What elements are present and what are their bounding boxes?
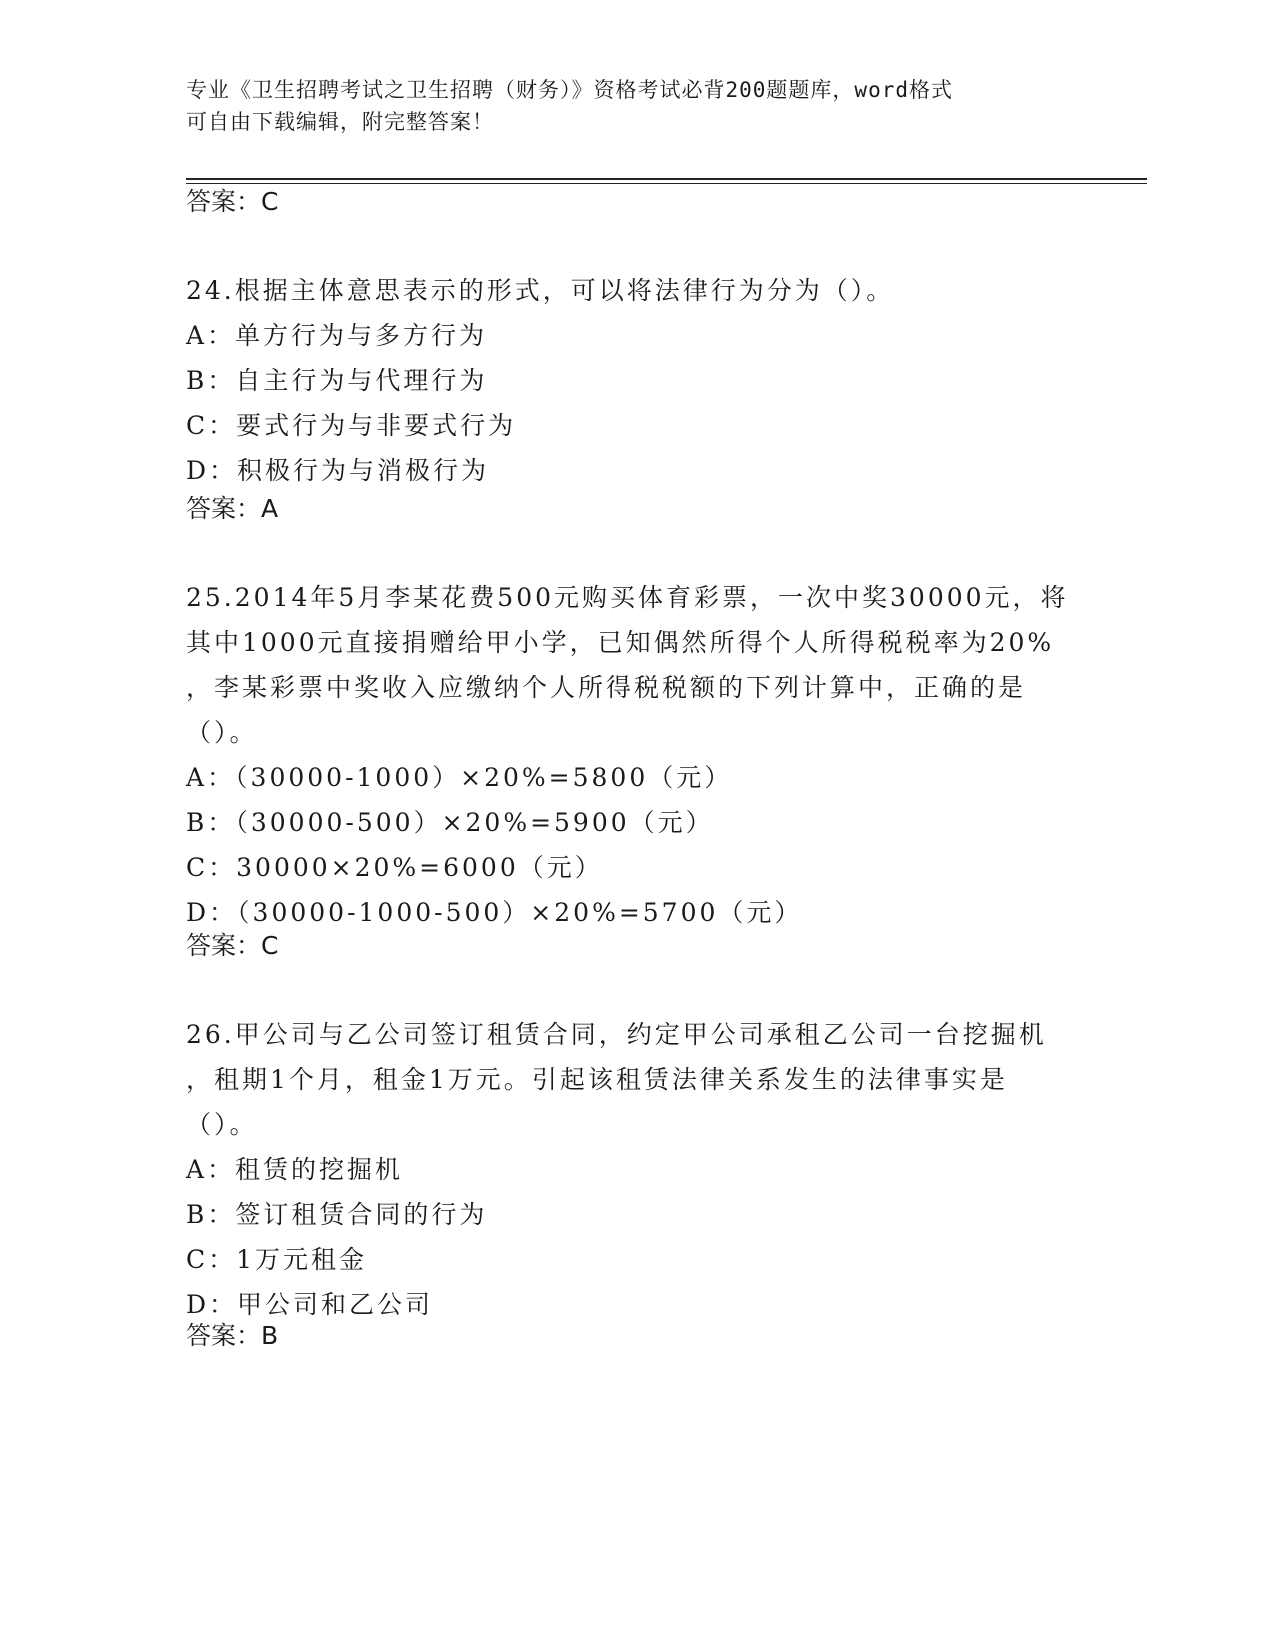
header-divider-thick xyxy=(186,178,1147,180)
question-stem-line: （）。 xyxy=(186,1110,258,1139)
question-stem-line: ，李某彩票中奖收入应缴纳个人所得税税额的下列计算中，正确的是 xyxy=(186,673,1027,702)
option-b: B：自主行为与代理行为 xyxy=(186,366,488,395)
question-25 xyxy=(186,575,1086,935)
question-stem-line: 25.2014年5月李某花费500元购买体育彩票，一次中奖30000元，将 xyxy=(186,583,1069,612)
answer-25: 答案：C xyxy=(186,931,279,960)
option-a: A：租赁的挖掘机 xyxy=(186,1155,404,1184)
question-24 xyxy=(186,268,1086,493)
page-header xyxy=(186,74,1066,138)
option-b: B：（30000-500）×20%=5900（元） xyxy=(186,808,714,837)
answer-26: 答案：B xyxy=(186,1321,279,1350)
option-d: D：甲公司和乙公司 xyxy=(186,1290,434,1319)
option-d: D：积极行为与消极行为 xyxy=(186,456,490,485)
option-a: A：单方行为与多方行为 xyxy=(186,321,488,350)
question-stem-line: 24.根据主体意思表示的形式，可以将法律行为分为（）。 xyxy=(186,276,895,305)
option-b: B：签订租赁合同的行为 xyxy=(186,1200,488,1229)
question-stem-line: （）。 xyxy=(186,718,258,747)
answer-24: 答案：A xyxy=(186,494,279,523)
question-stem-line: 26.甲公司与乙公司签订租赁合同，约定甲公司承租乙公司一台挖掘机 xyxy=(186,1020,1047,1049)
option-c: C：1万元租金 xyxy=(186,1245,368,1274)
header-line-1: 专业《卫生招聘考试之卫生招聘（财务）》资格考试必背200题题库，word格式 xyxy=(186,78,953,102)
option-a: A：（30000-1000）×20%=5800（元） xyxy=(186,763,733,792)
question-stem-line: ，租期1个月，租金1万元。引起该租赁法律关系发生的法律事实是 xyxy=(186,1065,1008,1094)
option-d: D：（30000-1000-500）×20%=5700（元） xyxy=(186,898,803,927)
option-c: C：30000×20%=6000（元） xyxy=(186,853,603,882)
previous-answer: 答案：C xyxy=(186,187,279,216)
header-line-2: 可自由下载编辑，附完整答案！ xyxy=(186,110,494,134)
option-c: C：要式行为与非要式行为 xyxy=(186,411,517,440)
question-stem-line: 其中1000元直接捐赠给甲小学，已知偶然所得个人所得税税率为20% xyxy=(186,628,1055,657)
header-divider-thin xyxy=(186,183,1147,184)
question-26 xyxy=(186,1012,1086,1327)
